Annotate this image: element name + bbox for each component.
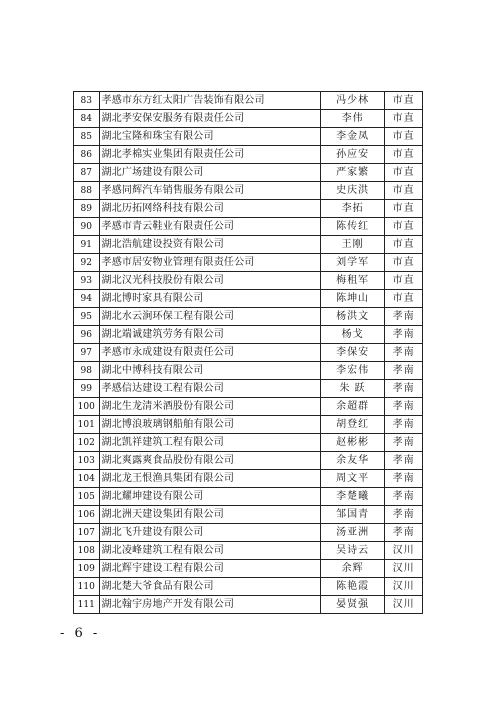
table-row [74, 362, 423, 380]
table-row [74, 200, 423, 218]
region-cell: 孝南 [385, 470, 423, 488]
row-number-cell: 95 [74, 308, 100, 326]
company-name-cell: 孝感市居安物业管理有限责任公司 [99, 254, 320, 272]
row-number-cell: 86 [74, 146, 100, 164]
contact-person-cell: 李金凤 [320, 128, 384, 146]
table-row [74, 542, 423, 560]
row-number-cell: 103 [74, 452, 100, 470]
row-number-cell: 94 [74, 290, 100, 308]
table-row [74, 596, 423, 614]
region-cell: 市直 [385, 218, 423, 236]
company-name-cell: 湖北翰宇房地产开发有限公司 [99, 596, 320, 614]
company-name-cell: 孝感市永成建设有限责任公司 [99, 344, 320, 362]
table-row [74, 380, 423, 398]
row-number-cell: 96 [74, 326, 100, 344]
table-row [74, 290, 423, 308]
company-name-cell: 湖北辉宇建设工程有限公司 [99, 560, 320, 578]
company-name-cell: 孝感市青云鞋业有限责任公司 [99, 218, 320, 236]
row-number-cell: 106 [74, 506, 100, 524]
company-name-cell: 孝感市东方红太阳广告装饰有限公司 [99, 92, 320, 110]
table-row [74, 182, 423, 200]
contact-person-cell: 冯少林 [320, 92, 384, 110]
region-cell: 市直 [385, 272, 423, 290]
row-number-cell: 92 [74, 254, 100, 272]
contact-person-cell: 李楚曦 [320, 488, 384, 506]
region-cell: 孝南 [385, 398, 423, 416]
contact-person-cell: 余友华 [320, 452, 384, 470]
table-row [74, 128, 423, 146]
company-name-cell: 湖北广场建设有限公司 [99, 164, 320, 182]
contact-person-cell: 余辉 [320, 560, 384, 578]
region-cell: 市直 [385, 128, 423, 146]
table-row [74, 236, 423, 254]
table-row [74, 560, 423, 578]
row-number-cell: 102 [74, 434, 100, 452]
region-cell: 市直 [385, 182, 423, 200]
company-name-cell: 湖北楚大爷食品有限公司 [99, 578, 320, 596]
company-name-cell: 湖北汉光科技股份有限公司 [99, 272, 320, 290]
contact-person-cell: 史庆洪 [320, 182, 384, 200]
row-number-cell: 104 [74, 470, 100, 488]
page-number: - 6 - [60, 626, 101, 641]
company-name-cell: 湖北耀坤建设有限公司 [99, 488, 320, 506]
company-name-cell: 孝感信达建设工程有限公司 [99, 380, 320, 398]
region-cell: 孝南 [385, 506, 423, 524]
company-name-cell: 湖北凯祥建筑工程有限公司 [99, 434, 320, 452]
contact-person-cell: 杨戈 [320, 326, 384, 344]
region-cell: 市直 [385, 164, 423, 182]
row-number-cell: 98 [74, 362, 100, 380]
region-cell: 孝南 [385, 380, 423, 398]
company-name-cell: 湖北孝安保安服务有限责任公司 [99, 110, 320, 128]
table-row [74, 326, 423, 344]
region-cell: 孝南 [385, 326, 423, 344]
company-name-cell: 湖北博浪玻璃钢船舶有限公司 [99, 416, 320, 434]
company-name-cell: 湖北飞升建设有限公司 [99, 524, 320, 542]
company-name-cell: 湖北龙王恨渔具集团有限公司 [99, 470, 320, 488]
company-name-cell: 孝感同辉汽车销售服务有限公司 [99, 182, 320, 200]
region-cell: 汉川 [385, 596, 423, 614]
region-cell: 市直 [385, 290, 423, 308]
table-row [74, 92, 423, 110]
region-cell: 市直 [385, 92, 423, 110]
company-name-cell: 湖北爽露爽食品股份有限公司 [99, 452, 320, 470]
region-cell: 孝南 [385, 308, 423, 326]
table-row [74, 344, 423, 362]
row-number-cell: 100 [74, 398, 100, 416]
table-row [74, 488, 423, 506]
company-name-cell: 湖北孝棉实业集团有限责任公司 [99, 146, 320, 164]
contact-person-cell: 邹国青 [320, 506, 384, 524]
row-number-cell: 109 [74, 560, 100, 578]
contact-person-cell: 周文平 [320, 470, 384, 488]
row-number-cell: 90 [74, 218, 100, 236]
table-body [74, 92, 423, 614]
contact-person-cell: 严家繁 [320, 164, 384, 182]
table-row [74, 434, 423, 452]
company-name-cell: 湖北水云涧环保工程有限公司 [99, 308, 320, 326]
table-row [74, 146, 423, 164]
row-number-cell: 88 [74, 182, 100, 200]
company-name-cell: 湖北宝隆和珠宝有限公司 [99, 128, 320, 146]
table-row [74, 524, 423, 542]
company-list-table [73, 91, 423, 614]
contact-person-cell: 吴诗云 [320, 542, 384, 560]
row-number-cell: 105 [74, 488, 100, 506]
company-name-cell: 湖北端诚建筑劳务有限公司 [99, 326, 320, 344]
region-cell: 孝南 [385, 416, 423, 434]
contact-person-cell: 陈艳霞 [320, 578, 384, 596]
table-row [74, 470, 423, 488]
row-number-cell: 97 [74, 344, 100, 362]
table-row [74, 110, 423, 128]
table-row [74, 506, 423, 524]
contact-person-cell: 李拓 [320, 200, 384, 218]
company-name-cell: 湖北历拓网络科技有限公司 [99, 200, 320, 218]
row-number-cell: 83 [74, 92, 100, 110]
region-cell: 汉川 [385, 542, 423, 560]
contact-person-cell: 李宏伟 [320, 362, 384, 380]
table-row [74, 164, 423, 182]
table-row [74, 254, 423, 272]
table-row [74, 308, 423, 326]
contact-person-cell: 孙应安 [320, 146, 384, 164]
company-name-cell: 湖北中博科技有限公司 [99, 362, 320, 380]
row-number-cell: 84 [74, 110, 100, 128]
contact-person-cell: 李伟 [320, 110, 384, 128]
contact-person-cell: 陈坤山 [320, 290, 384, 308]
table-row [74, 218, 423, 236]
contact-person-cell: 杨洪文 [320, 308, 384, 326]
contact-person-cell: 余超群 [320, 398, 384, 416]
region-cell: 孝南 [385, 344, 423, 362]
contact-person-cell: 陈传红 [320, 218, 384, 236]
company-name-cell: 湖北博时家具有限公司 [99, 290, 320, 308]
company-name-cell: 湖北凌峰建筑工程有限公司 [99, 542, 320, 560]
company-name-cell: 湖北浩航建设投资有限公司 [99, 236, 320, 254]
contact-person-cell: 汤亚洲 [320, 524, 384, 542]
contact-person-cell: 晏贤强 [320, 596, 384, 614]
row-number-cell: 91 [74, 236, 100, 254]
region-cell: 孝南 [385, 434, 423, 452]
row-number-cell: 87 [74, 164, 100, 182]
region-cell: 市直 [385, 236, 423, 254]
row-number-cell: 110 [74, 578, 100, 596]
row-number-cell: 107 [74, 524, 100, 542]
company-name-cell: 湖北洲天建设集团有限公司 [99, 506, 320, 524]
region-cell: 市直 [385, 254, 423, 272]
region-cell: 孝南 [385, 524, 423, 542]
contact-person-cell: 刘学军 [320, 254, 384, 272]
table-row [74, 578, 423, 596]
region-cell: 市直 [385, 110, 423, 128]
region-cell: 汉川 [385, 578, 423, 596]
region-cell: 汉川 [385, 560, 423, 578]
row-number-cell: 93 [74, 272, 100, 290]
row-number-cell: 89 [74, 200, 100, 218]
row-number-cell: 108 [74, 542, 100, 560]
region-cell: 孝南 [385, 452, 423, 470]
contact-person-cell: 李保安 [320, 344, 384, 362]
contact-person-cell: 胡登红 [320, 416, 384, 434]
row-number-cell: 111 [74, 596, 100, 614]
contact-person-cell: 梅租军 [320, 272, 384, 290]
region-cell: 孝南 [385, 488, 423, 506]
row-number-cell: 85 [74, 128, 100, 146]
table-row [74, 272, 423, 290]
table-row [74, 452, 423, 470]
table-row [74, 398, 423, 416]
company-name-cell: 湖北生龙清米酒股份有限公司 [99, 398, 320, 416]
region-cell: 市直 [385, 200, 423, 218]
table-row [74, 416, 423, 434]
contact-person-cell: 朱 跃 [320, 380, 384, 398]
region-cell: 市直 [385, 146, 423, 164]
contact-person-cell: 赵彬彬 [320, 434, 384, 452]
row-number-cell: 99 [74, 380, 100, 398]
row-number-cell: 101 [74, 416, 100, 434]
region-cell: 孝南 [385, 362, 423, 380]
contact-person-cell: 王刚 [320, 236, 384, 254]
